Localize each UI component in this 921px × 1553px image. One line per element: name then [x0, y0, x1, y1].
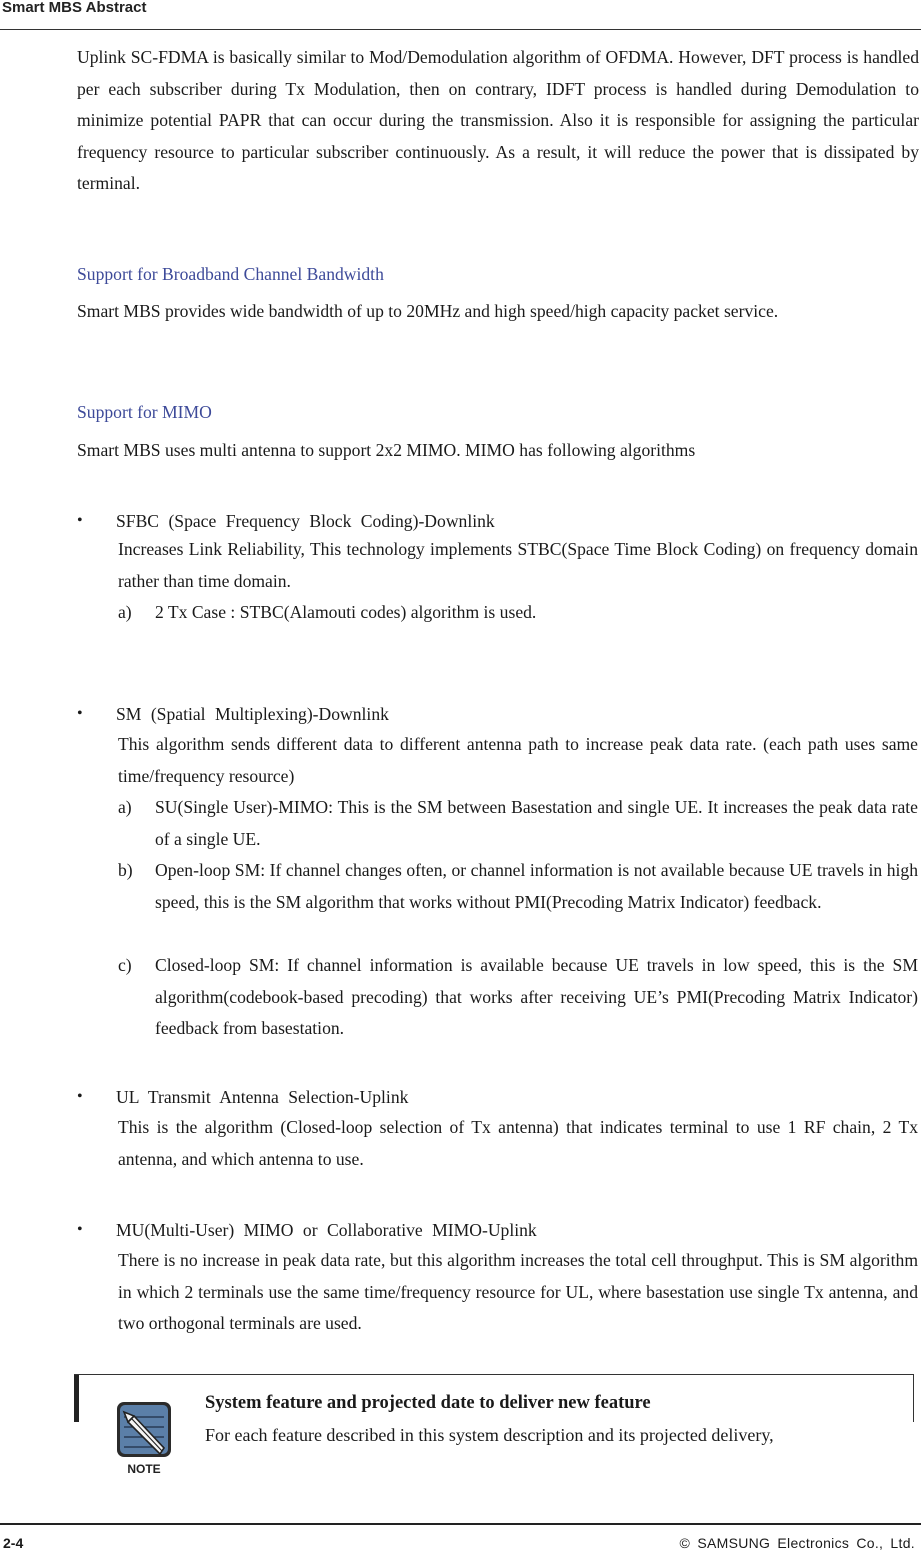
- bullet-body: This is the algorithm (Closed-loop selection of Tx antenna) that indicates terminal to use 1 RF chain, 2 Tx antenna, and which antenna to use.: [118, 1117, 918, 1169]
- header-divider: [0, 29, 921, 30]
- section-title-mimo: Support for MIMO: [77, 402, 212, 422]
- page-number: 2-4: [3, 1535, 24, 1551]
- list-item-text: Open-loop SM: If channel changes often, or channel information is not available because UE travels in high speed, this is the SM algorithm that works without PMI(Precoding Matrix Indicator) feedback.: [155, 860, 918, 912]
- note-title: System feature and projected date to deliver new feature: [205, 1393, 651, 1413]
- list-item-text: SU(Single User)-MIMO: This is the SM between Basestation and single UE. It increases the peak data rate of a single UE.: [155, 797, 918, 849]
- bullet-sm: [77, 702, 919, 726]
- list-item-text: 2 Tx Case : STBC(Alamouti codes) algorithm is used.: [155, 602, 537, 622]
- list-item-text: Closed-loop SM: If channel information is available because UE travels in low speed, this is the SM algorithm(codebook-based precoding) that works after receiving UE’s PMI(Precoding Matrix Indicator) feedback from basestation.: [155, 955, 918, 1039]
- page-header: [0, 0, 921, 30]
- list-item-letter: b): [118, 860, 133, 880]
- bullet-marker: •: [77, 512, 83, 529]
- header-title: Smart MBS Abstract: [2, 0, 147, 16]
- note-top-rule: [74, 1374, 914, 1375]
- bullet-marker: •: [77, 1088, 83, 1105]
- section-text-bandwidth: Smart MBS provides wide bandwidth of up to 20MHz and high speed/high capacity packet service.: [77, 301, 779, 321]
- note-text: For each feature described in this system description and its projected delivery,: [205, 1425, 774, 1445]
- bullet-body: This algorithm sends different data to different antenna path to increase peak data rate. (each path uses same time/frequency resource): [118, 734, 918, 786]
- list-item-letter: c): [118, 955, 132, 975]
- bullet-marker: •: [77, 705, 83, 722]
- note-right-rule: [913, 1374, 914, 1422]
- list-item-letter: a): [118, 797, 132, 817]
- note-icon-label: NOTE: [127, 1462, 161, 1476]
- bullet-heading: UL Transmit Antenna Selection-Uplink: [116, 1087, 409, 1107]
- copyright: © SAMSUNG Electronics Co., Ltd.: [679, 1535, 915, 1551]
- bullet-marker: •: [77, 1221, 83, 1238]
- note-left-bar: [74, 1374, 79, 1422]
- intro-paragraph: Uplink SC-FDMA is basically similar to Mod/Demodulation algorithm of OFDMA. However, DFT process is handled per each subscriber during Tx Modulation, then on contrary, IDFT process is handled during Demodulation to minimize potential PAPR that can occur during the transmission. Also it is responsible for assigning the particular frequency resource to particular subscriber continuously. As a result, it will reduce the power that is dissipated by terminal.: [77, 47, 919, 193]
- bullet-heading: MU(Multi-User) MIMO or Collaborative MIMO-Uplink: [116, 1220, 537, 1240]
- bullet-ul-antenna-selection: [77, 1085, 919, 1109]
- bullet-heading: SFBC (Space Frequency Block Coding)-Downlink: [116, 511, 495, 531]
- list-item-letter: a): [118, 602, 132, 622]
- note-pencil-icon: [114, 1400, 174, 1476]
- bullet-heading: SM (Spatial Multiplexing)-Downlink: [116, 704, 389, 724]
- section-title-bandwidth: Support for Broadband Channel Bandwidth: [77, 264, 384, 284]
- bullet-body: There is no increase in peak data rate, but this algorithm increases the total cell throughput. This is SM algorithm in which 2 terminals use the same time/frequency resource for UL, where basestation use single Tx antenna, and two orthogonal terminals are used.: [118, 1250, 918, 1334]
- bullet-mu-mimo: [77, 1218, 919, 1242]
- bullet-sfbc: [77, 509, 919, 533]
- note-box: [74, 1374, 914, 1476]
- section-text-mimo: Smart MBS uses multi antenna to support 2x2 MIMO. MIMO has following algorithms: [77, 440, 696, 460]
- footer-divider: [0, 1523, 921, 1525]
- bullet-body: Increases Link Reliability, This technology implements STBC(Space Time Block Coding) on frequency domain rather than time domain.: [118, 539, 918, 591]
